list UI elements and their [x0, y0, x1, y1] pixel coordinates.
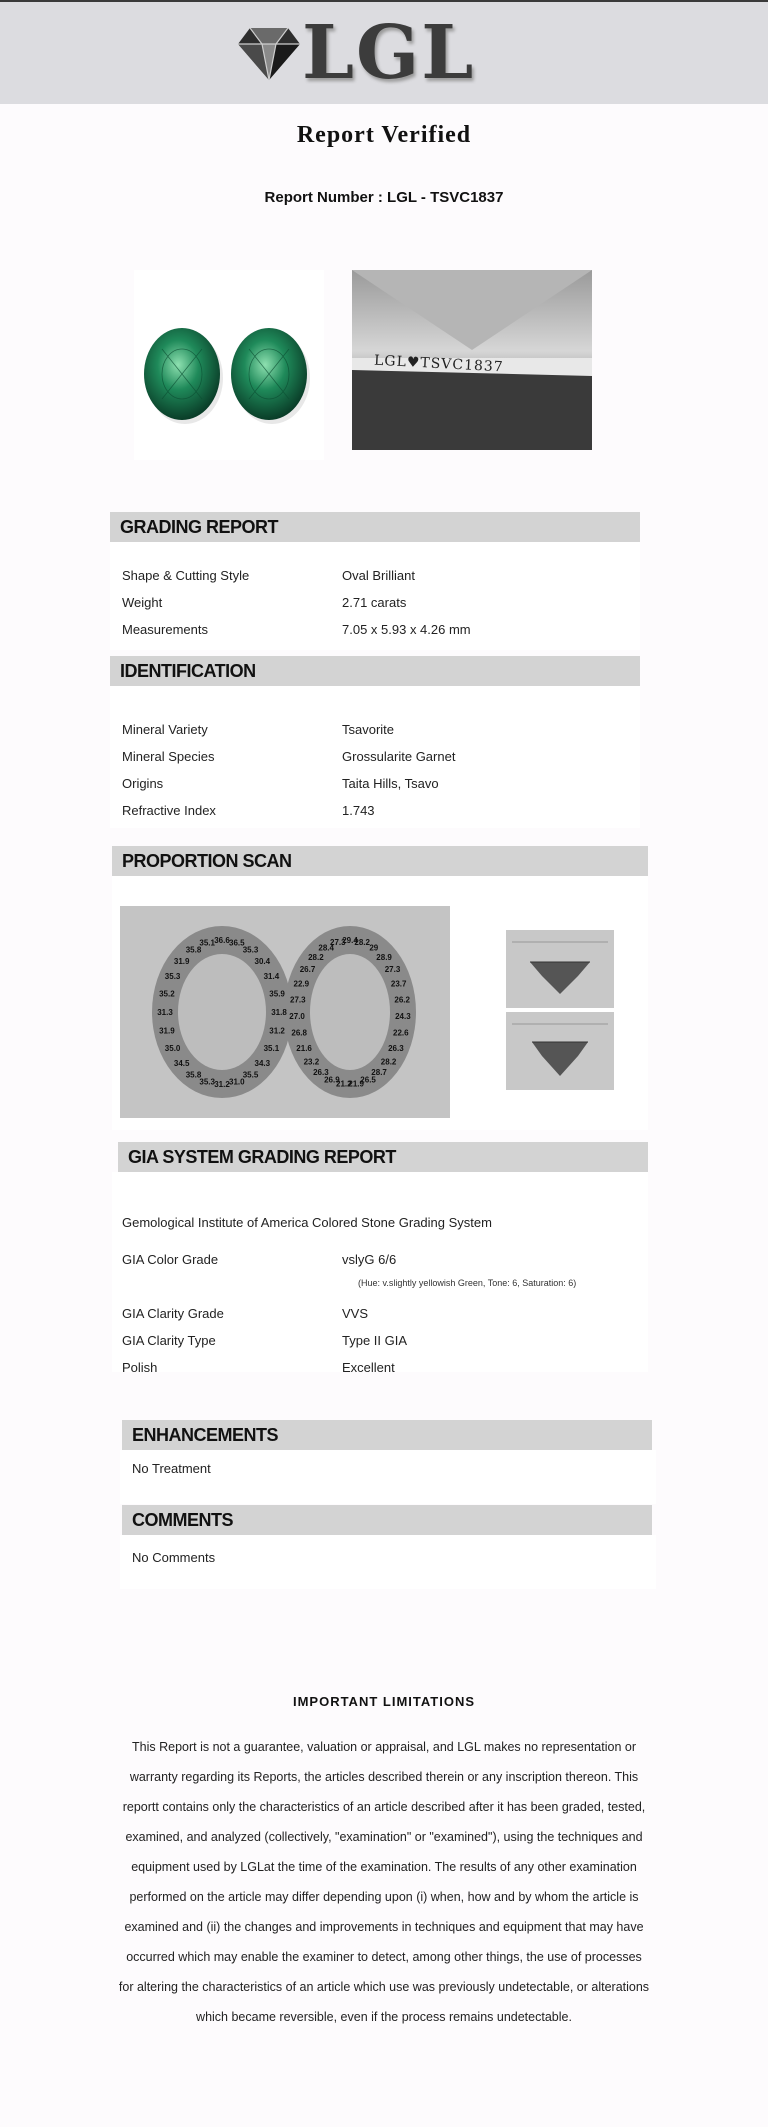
- gem-photo: [134, 270, 324, 460]
- row-label: Weight: [122, 595, 163, 610]
- page-title: Report Verified: [296, 122, 472, 148]
- scan-value: 27.3: [290, 995, 306, 1005]
- scan-value: 26.8: [291, 1028, 307, 1038]
- row-label: Measurements: [122, 622, 208, 637]
- scan-value: 35.1: [199, 938, 215, 948]
- scan-value: 23.7: [390, 979, 407, 989]
- scan-value: 28.2: [308, 952, 324, 962]
- scan-value: 36.5: [229, 938, 245, 948]
- enhancements-heading: ENHANCEMENTS: [122, 1420, 652, 1450]
- scan-value: 26.3: [313, 1068, 329, 1078]
- limitations-text: This Report is not a guarantee, valuation or appraisal, and LGL makes no representation or warranty regarding its Reports, the articles described therein or any inscription thereon. This reportt contains only the characteristics of an article described after it has been graded, tested, examined, and analyzed (collectively, "examination" or "examined"), using the techniques and equipment used by LGLat the time of the examination. The results of any other examination performed on the article may differ depending upon (i) when, how and by whom the article is examined and (ii) the changes and improvements in techniques and equipment that may have occurred which may enable the examiner to detect, among other things, the use of processes for altering the characteristics of an article which use was previously undetectable, or alterations which became reversible, even if the process remains undetectable.: [118, 1740, 650, 2024]
- scan-value: 23.2: [303, 1057, 320, 1067]
- row-value: Grossularite Garnet: [342, 749, 456, 764]
- scan-value: 34.3: [254, 1058, 271, 1068]
- scan-value: 24.3: [395, 1012, 411, 1022]
- scan-value: 31.8: [271, 1008, 287, 1017]
- row-label: GIA Color Grade: [122, 1252, 219, 1267]
- scan-value: 35.3: [164, 972, 181, 981]
- identification-heading: IDENTIFICATION: [110, 656, 640, 686]
- row-label: GIA Clarity Type: [122, 1333, 216, 1348]
- scan-value: 27.3: [384, 965, 401, 974]
- inscription-text: LGL♥TSVC1837: [373, 352, 505, 376]
- scan-value: 26.7: [299, 965, 316, 974]
- scan-value: 22.9: [293, 979, 310, 989]
- row-value: 2.71 carats: [342, 595, 407, 610]
- scan-value: 28.9: [376, 952, 392, 962]
- gia-system-heading: GIA SYSTEM GRADING REPORT: [118, 1142, 648, 1172]
- scan-value: 35.8: [185, 945, 202, 955]
- scan-value: 28.7: [371, 1068, 387, 1078]
- scan-value: 35.3: [199, 1077, 215, 1087]
- scan-value: 35.3: [242, 945, 259, 955]
- comments-text: No Comments: [132, 1550, 216, 1565]
- scan-value: 35.2: [159, 989, 175, 999]
- row-label: Origins: [122, 776, 164, 791]
- scan-value: 35.1: [263, 1044, 280, 1053]
- row-value: Oval Brilliant: [342, 568, 415, 583]
- proportion-diagrams: [474, 906, 642, 1118]
- scan-value: 21.9: [348, 1079, 364, 1089]
- gia-system-name: Gemological Institute of America Colored Stone Grading System: [122, 1215, 492, 1230]
- row-value: vslyG 6/6: [342, 1252, 397, 1267]
- scan-value: 28.4: [318, 943, 334, 953]
- scan-value: 31.9: [173, 957, 190, 967]
- lgl-logo: [234, 10, 494, 96]
- scan-value: 26.2: [394, 995, 410, 1005]
- row-value: Taita Hills, Tsavo: [342, 776, 439, 791]
- scan-value: 31.9: [159, 1026, 175, 1036]
- limitations-heading: IMPORTANT LIMITATIONS: [292, 1694, 476, 1709]
- row-label: GIA Clarity Grade: [122, 1306, 224, 1321]
- report-number: Report Number : LGL - TSVC1837: [264, 189, 504, 206]
- scan-value: 28.2: [354, 937, 370, 947]
- scan-value: 31.4: [263, 972, 280, 981]
- row-label: Mineral Species: [122, 749, 215, 764]
- grading-report-heading: GRADING REPORT: [110, 512, 640, 542]
- row-label: Refractive Index: [122, 803, 216, 818]
- row-value: Excellent: [342, 1360, 395, 1375]
- row-value: VVS: [342, 1306, 369, 1321]
- scan-value: 26.5: [360, 1075, 376, 1085]
- scan-value: 35.9: [269, 989, 285, 999]
- scan-value: 31.0: [229, 1077, 245, 1087]
- diamond-icon: [234, 22, 304, 84]
- scan-value: 26.3: [388, 1044, 404, 1053]
- scan-value: 28.2: [380, 1057, 397, 1067]
- scan-value: 31.3: [157, 1008, 173, 1017]
- scan-value: 31.2: [214, 1080, 230, 1089]
- inscription-photo: [352, 270, 592, 450]
- scan-value: 36.6: [214, 936, 230, 945]
- scan-value: 21.2: [336, 1079, 352, 1089]
- scan-value: 35.5: [242, 1070, 259, 1080]
- comments-heading: COMMENTS: [122, 1505, 652, 1535]
- scan-value: 30.4: [254, 957, 271, 967]
- scan-value: 34.5: [173, 1058, 190, 1068]
- row-value: 7.05 x 5.93 x 4.26 mm: [342, 622, 471, 637]
- row-label: Polish: [122, 1360, 158, 1375]
- enhancements-panel: [120, 1450, 656, 1504]
- scan-value: 31.2: [269, 1026, 285, 1036]
- scan-value: 26.9: [324, 1075, 340, 1085]
- scan-value: 35.8: [185, 1070, 202, 1080]
- scan-value: 29.4: [342, 936, 358, 945]
- row-value: Type II GIA: [342, 1333, 408, 1348]
- proportion-scan-heading: PROPORTION SCAN: [112, 846, 648, 876]
- gia-color-note: (Hue: v.slightly yellowish Green, Tone: 6, Saturation: 6): [358, 1278, 577, 1288]
- scan-value: 27.0: [289, 1012, 305, 1022]
- logo-text: LGL: [302, 10, 476, 96]
- proportion-scan-image: [120, 906, 450, 1118]
- scan-value: 29: [369, 943, 379, 953]
- row-label: Shape & Cutting Style: [122, 568, 250, 583]
- scan-value: 27.3: [330, 937, 346, 947]
- row-value: 1.743: [342, 803, 375, 818]
- scan-value: 35.0: [164, 1044, 181, 1053]
- row-label: Mineral Variety: [122, 722, 208, 737]
- row-value: Tsavorite: [342, 722, 395, 737]
- header-banner: [0, 2, 768, 104]
- scan-value: 21.6: [296, 1044, 312, 1053]
- scan-value: 22.6: [393, 1028, 409, 1038]
- enhancements-text: No Treatment: [132, 1461, 211, 1476]
